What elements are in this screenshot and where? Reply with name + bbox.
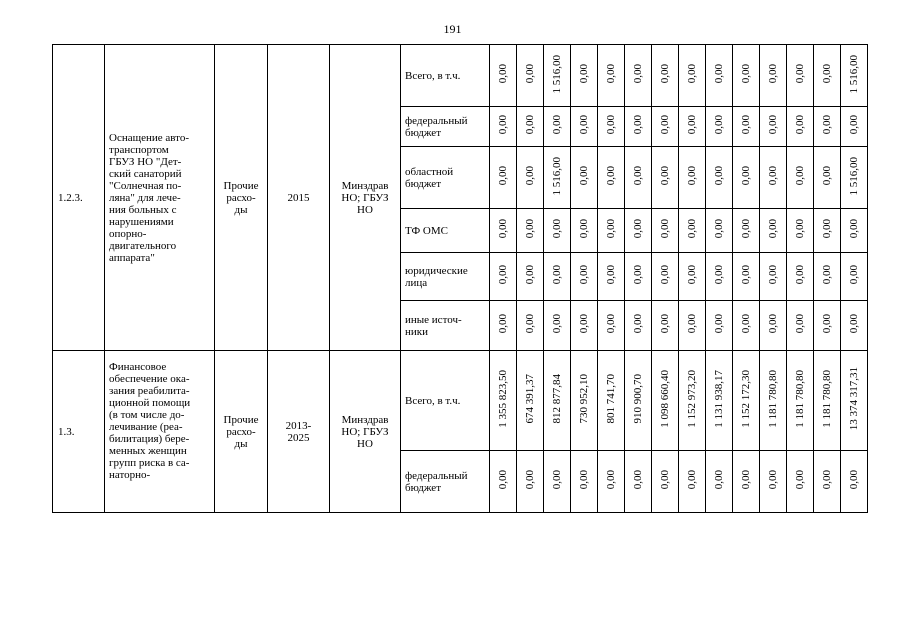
amount-cell xyxy=(544,107,571,147)
amount-cell xyxy=(814,209,841,253)
amount-value: 0,00 xyxy=(794,314,806,334)
amount-cell xyxy=(814,451,841,513)
amount-value: 0,00 xyxy=(578,314,590,334)
amount-value: 1 181 780,80 xyxy=(794,370,806,428)
amount-value: 0,00 xyxy=(848,115,860,135)
amount-value: 674 391,37 xyxy=(524,374,536,424)
period: 2015 xyxy=(268,45,330,351)
amount-value: 1 152 172,30 xyxy=(740,370,752,428)
amount-cell xyxy=(760,301,787,351)
amount-value: 0,00 xyxy=(794,64,806,84)
amount-cell xyxy=(760,147,787,209)
amount-value: 0,00 xyxy=(848,219,860,239)
amount-value: 0,00 xyxy=(713,166,725,186)
amount-value: 1 131 938,17 xyxy=(713,370,725,428)
amount-cell xyxy=(679,301,706,351)
table-row xyxy=(53,45,868,107)
amount-value: 0,00 xyxy=(767,64,779,84)
executor: Минздрав НО; ГБУЗ НО xyxy=(330,351,401,513)
amount-value: 1 516,00 xyxy=(848,54,860,94)
period: 2013- 2025 xyxy=(268,351,330,513)
amount-value: 0,00 xyxy=(578,265,590,285)
amount-value: 1 181 780,80 xyxy=(767,370,779,428)
amount-value: 0,00 xyxy=(740,219,752,239)
amount-cell xyxy=(679,45,706,107)
amount-value: 0,00 xyxy=(497,219,509,239)
table-row xyxy=(53,351,868,451)
amount-value: 0,00 xyxy=(524,470,536,490)
amount-value: 0,00 xyxy=(794,219,806,239)
amount-cell xyxy=(544,147,571,209)
amount-cell xyxy=(814,351,841,451)
amount-cell xyxy=(841,351,868,451)
amount-cell xyxy=(733,209,760,253)
amount-value: 0,00 xyxy=(848,470,860,490)
amount-value: 0,00 xyxy=(794,265,806,285)
amount-value: 1 181 780,80 xyxy=(821,370,833,428)
amount-cell xyxy=(490,253,517,301)
amount-value: 0,00 xyxy=(767,219,779,239)
amount-cell xyxy=(760,209,787,253)
amount-cell xyxy=(598,209,625,253)
page-number: 191 xyxy=(443,22,462,36)
amount-value: 13 374 317,31 xyxy=(848,367,860,431)
amount-cell xyxy=(571,301,598,351)
amount-cell xyxy=(598,451,625,513)
amount-cell xyxy=(571,451,598,513)
amount-cell xyxy=(571,351,598,451)
amount-cell xyxy=(598,107,625,147)
amount-cell xyxy=(814,147,841,209)
amount-cell xyxy=(544,209,571,253)
amount-cell xyxy=(652,45,679,107)
amount-cell xyxy=(652,253,679,301)
amount-cell xyxy=(706,301,733,351)
amount-cell xyxy=(490,209,517,253)
amount-cell xyxy=(841,301,868,351)
amount-cell xyxy=(787,301,814,351)
amount-cell xyxy=(490,301,517,351)
amount-cell xyxy=(625,253,652,301)
amount-value: 0,00 xyxy=(659,115,671,135)
amount-cell xyxy=(787,253,814,301)
amount-value: 0,00 xyxy=(686,219,698,239)
amount-value: 0,00 xyxy=(848,265,860,285)
amount-cell xyxy=(706,253,733,301)
amount-value: 1 516,00 xyxy=(551,156,563,196)
amount-value: 0,00 xyxy=(632,470,644,490)
amount-value: 0,00 xyxy=(686,166,698,186)
amount-value: 0,00 xyxy=(686,115,698,135)
amount-cell xyxy=(706,351,733,451)
item-name: Оснащение авто- транспортом ГБУЗ НО "Дет- ский санаторий "Солнечная по- ляна" для лече- ния больных с нарушениями опорно- двигательного аппарата" xyxy=(105,45,215,351)
amount-cell xyxy=(625,351,652,451)
amount-value: 0,00 xyxy=(686,470,698,490)
amount-value: 0,00 xyxy=(821,314,833,334)
amount-cell xyxy=(517,209,544,253)
amount-value: 0,00 xyxy=(686,265,698,285)
amount-cell xyxy=(760,451,787,513)
amount-value: 910 900,70 xyxy=(632,374,644,424)
amount-value: 0,00 xyxy=(821,166,833,186)
amount-value: 0,00 xyxy=(632,314,644,334)
amount-value: 0,00 xyxy=(740,470,752,490)
amount-value: 0,00 xyxy=(524,64,536,84)
amount-cell xyxy=(490,351,517,451)
amount-value: 0,00 xyxy=(551,470,563,490)
amount-cell xyxy=(787,45,814,107)
amount-value: 0,00 xyxy=(794,166,806,186)
amount-value: 0,00 xyxy=(551,115,563,135)
amount-cell xyxy=(706,209,733,253)
amount-cell xyxy=(733,301,760,351)
amount-value: 0,00 xyxy=(632,166,644,186)
amount-cell xyxy=(571,253,598,301)
amount-cell xyxy=(544,351,571,451)
amount-value: 0,00 xyxy=(497,265,509,285)
amount-value: 0,00 xyxy=(632,115,644,135)
amount-cell xyxy=(598,351,625,451)
amount-value: 1 152 973,20 xyxy=(686,370,698,428)
amount-cell xyxy=(571,45,598,107)
amount-cell xyxy=(544,253,571,301)
amount-value: 0,00 xyxy=(713,64,725,84)
amount-cell xyxy=(517,351,544,451)
amount-cell xyxy=(733,253,760,301)
amount-value: 0,00 xyxy=(659,64,671,84)
amount-cell xyxy=(517,107,544,147)
amount-value: 0,00 xyxy=(605,219,617,239)
amount-cell xyxy=(787,147,814,209)
amount-value: 0,00 xyxy=(713,470,725,490)
amount-value: 0,00 xyxy=(578,115,590,135)
amount-cell xyxy=(517,451,544,513)
amount-cell xyxy=(517,45,544,107)
budget-table xyxy=(52,44,868,513)
amount-value: 0,00 xyxy=(686,314,698,334)
amount-cell xyxy=(787,107,814,147)
amount-cell xyxy=(814,107,841,147)
amount-value: 0,00 xyxy=(497,314,509,334)
amount-value: 0,00 xyxy=(578,166,590,186)
amount-cell xyxy=(679,451,706,513)
amount-cell xyxy=(760,253,787,301)
funding-source: областной бюджет xyxy=(401,147,490,209)
amount-cell xyxy=(679,253,706,301)
amount-value: 0,00 xyxy=(497,470,509,490)
amount-value: 0,00 xyxy=(578,64,590,84)
item-code: 1.3. xyxy=(53,351,105,513)
amount-cell xyxy=(652,351,679,451)
amount-cell xyxy=(571,107,598,147)
amount-value: 0,00 xyxy=(713,265,725,285)
amount-cell xyxy=(652,301,679,351)
amount-cell xyxy=(787,351,814,451)
amount-value: 0,00 xyxy=(497,64,509,84)
amount-cell xyxy=(652,107,679,147)
amount-cell xyxy=(760,351,787,451)
table-body xyxy=(53,45,868,513)
amount-value: 1 355 823,50 xyxy=(497,370,509,428)
amount-cell xyxy=(760,107,787,147)
amount-value: 0,00 xyxy=(659,219,671,239)
amount-cell xyxy=(814,301,841,351)
amount-value: 0,00 xyxy=(767,470,779,490)
amount-value: 0,00 xyxy=(740,115,752,135)
amount-cell xyxy=(598,45,625,107)
amount-cell xyxy=(733,147,760,209)
funding-source: Всего, в т.ч. xyxy=(401,45,490,107)
amount-cell xyxy=(679,147,706,209)
expense-type: Прочие расхо- ды xyxy=(215,351,268,513)
amount-cell xyxy=(625,451,652,513)
amount-cell xyxy=(544,45,571,107)
amount-value: 0,00 xyxy=(821,470,833,490)
amount-cell xyxy=(706,451,733,513)
amount-value: 0,00 xyxy=(767,115,779,135)
funding-source: ТФ ОМС xyxy=(401,209,490,253)
amount-cell xyxy=(598,147,625,209)
funding-source: юридические лица xyxy=(401,253,490,301)
amount-value: 0,00 xyxy=(605,470,617,490)
amount-cell xyxy=(787,209,814,253)
amount-value: 801 741,70 xyxy=(605,374,617,424)
amount-value: 0,00 xyxy=(821,265,833,285)
amount-cell xyxy=(733,451,760,513)
item-name: Финансовое обеспечение ока- зания реабилита- ционной помощи (в том числе до- лечивание (реа- билитация) бере- менных женщин групп риска в са- наторно- xyxy=(105,351,215,513)
amount-value: 0,00 xyxy=(524,219,536,239)
amount-value: 1 516,00 xyxy=(848,156,860,196)
amount-value: 0,00 xyxy=(605,265,617,285)
amount-value: 0,00 xyxy=(821,115,833,135)
amount-cell xyxy=(517,301,544,351)
amount-value: 0,00 xyxy=(821,219,833,239)
amount-cell xyxy=(841,209,868,253)
amount-value: 0,00 xyxy=(740,265,752,285)
amount-cell xyxy=(760,45,787,107)
funding-source: Всего, в т.ч. xyxy=(401,351,490,451)
amount-value: 0,00 xyxy=(497,115,509,135)
amount-value: 0,00 xyxy=(794,115,806,135)
amount-value: 0,00 xyxy=(767,265,779,285)
funding-source: федеральный бюджет xyxy=(401,451,490,513)
amount-cell xyxy=(733,351,760,451)
amount-cell xyxy=(733,45,760,107)
amount-cell xyxy=(490,107,517,147)
amount-cell xyxy=(814,45,841,107)
amount-cell xyxy=(841,451,868,513)
amount-cell xyxy=(706,45,733,107)
amount-value: 0,00 xyxy=(551,265,563,285)
amount-cell xyxy=(679,107,706,147)
amount-value: 0,00 xyxy=(497,166,509,186)
amount-cell xyxy=(517,253,544,301)
amount-cell xyxy=(625,147,652,209)
item-code: 1.2.3. xyxy=(53,45,105,351)
amount-value: 0,00 xyxy=(713,219,725,239)
amount-value: 0,00 xyxy=(632,265,644,285)
amount-value: 0,00 xyxy=(659,265,671,285)
amount-value: 0,00 xyxy=(524,115,536,135)
amount-cell xyxy=(706,107,733,147)
amount-value: 0,00 xyxy=(551,219,563,239)
amount-value: 730 952,10 xyxy=(578,374,590,424)
amount-cell xyxy=(598,253,625,301)
amount-value: 0,00 xyxy=(578,470,590,490)
amount-cell xyxy=(490,147,517,209)
amount-value: 0,00 xyxy=(524,265,536,285)
amount-cell xyxy=(544,301,571,351)
amount-cell xyxy=(652,209,679,253)
amount-cell xyxy=(841,147,868,209)
amount-cell xyxy=(652,147,679,209)
amount-cell xyxy=(733,107,760,147)
amount-cell xyxy=(571,147,598,209)
amount-value: 0,00 xyxy=(794,470,806,490)
amount-value: 0,00 xyxy=(740,166,752,186)
amount-cell xyxy=(706,147,733,209)
amount-value: 0,00 xyxy=(524,314,536,334)
amount-value: 0,00 xyxy=(848,314,860,334)
amount-value: 812 877,84 xyxy=(551,374,563,424)
amount-value: 0,00 xyxy=(713,314,725,334)
amount-cell xyxy=(814,253,841,301)
amount-value: 0,00 xyxy=(740,314,752,334)
amount-cell xyxy=(544,451,571,513)
amount-cell xyxy=(625,301,652,351)
amount-cell xyxy=(625,209,652,253)
amount-value: 0,00 xyxy=(740,64,752,84)
amount-value: 0,00 xyxy=(686,64,698,84)
amount-value: 0,00 xyxy=(821,64,833,84)
amount-cell xyxy=(841,45,868,107)
amount-value: 0,00 xyxy=(659,470,671,490)
amount-cell xyxy=(598,301,625,351)
amount-cell xyxy=(517,147,544,209)
expense-type: Прочие расхо- ды xyxy=(215,45,268,351)
amount-cell xyxy=(490,451,517,513)
amount-value: 0,00 xyxy=(551,314,563,334)
amount-value: 0,00 xyxy=(767,314,779,334)
amount-value: 0,00 xyxy=(605,166,617,186)
amount-value: 0,00 xyxy=(659,166,671,186)
amount-value: 0,00 xyxy=(632,219,644,239)
executor: Минздрав НО; ГБУЗ НО xyxy=(330,45,401,351)
amount-value: 0,00 xyxy=(713,115,725,135)
amount-value: 1 098 660,40 xyxy=(659,370,671,428)
amount-cell xyxy=(679,209,706,253)
amount-cell xyxy=(490,45,517,107)
amount-cell xyxy=(841,107,868,147)
amount-value: 0,00 xyxy=(605,64,617,84)
amount-cell xyxy=(787,451,814,513)
amount-value: 0,00 xyxy=(632,64,644,84)
amount-value: 0,00 xyxy=(605,314,617,334)
amount-cell xyxy=(625,45,652,107)
funding-source: федеральный бюджет xyxy=(401,107,490,147)
amount-value: 0,00 xyxy=(767,166,779,186)
funding-source: иные источ- ники xyxy=(401,301,490,351)
amount-value: 0,00 xyxy=(524,166,536,186)
amount-value: 0,00 xyxy=(659,314,671,334)
amount-cell xyxy=(625,107,652,147)
amount-value: 1 516,00 xyxy=(551,54,563,94)
amount-value: 0,00 xyxy=(578,219,590,239)
amount-cell xyxy=(679,351,706,451)
amount-cell xyxy=(571,209,598,253)
amount-cell xyxy=(652,451,679,513)
amount-cell xyxy=(841,253,868,301)
amount-value: 0,00 xyxy=(605,115,617,135)
